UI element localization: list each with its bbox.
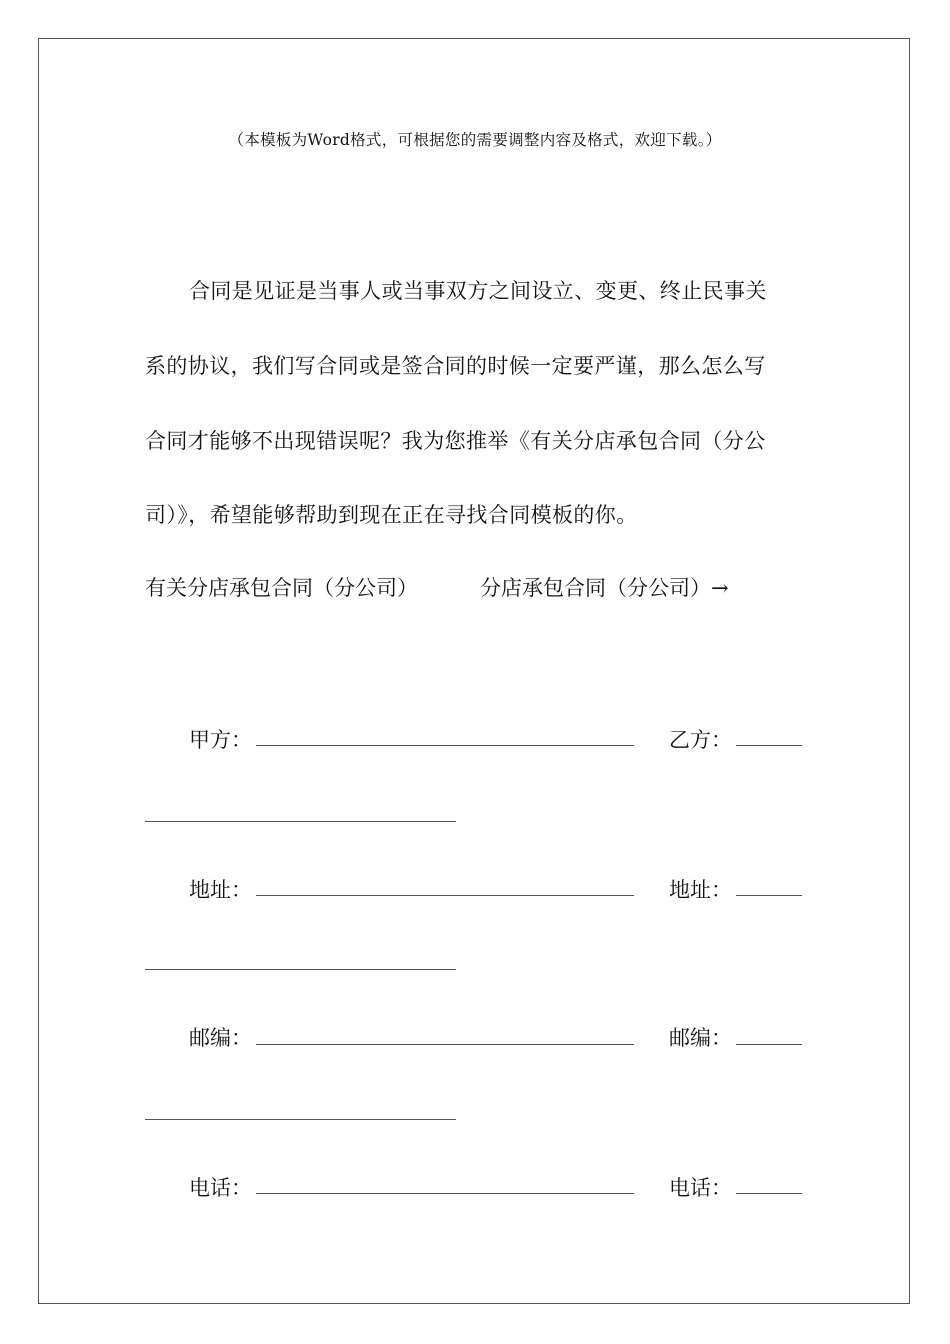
party-a-address-field[interactable] <box>256 895 634 896</box>
party-b-postcode-label: 邮编： <box>669 1026 732 1050</box>
party-b-field[interactable] <box>736 745 802 746</box>
intro-line-4: 司）》，希望能够帮助到现在正在寻找合同模板的你。 <box>145 503 638 527</box>
party-a-postcode-label: 邮编： <box>189 1026 252 1050</box>
party-b-phone-field[interactable] <box>736 1193 802 1194</box>
contract-title-line <box>145 572 729 602</box>
party-a-address-label: 地址： <box>189 878 252 902</box>
party-a-phone-label: 电话： <box>189 1176 252 1200</box>
party-b-postcode-field[interactable] <box>736 1044 802 1045</box>
intro-line-1: 合同是见证是当事人或当事双方之间设立、变更、终止民事关 <box>189 279 767 303</box>
party-b-postcode-field-continued[interactable] <box>145 1119 456 1120</box>
party-b-phone-label: 电话： <box>669 1176 732 1200</box>
party-b-label: 乙方： <box>669 728 732 752</box>
template-note: （本模板为Word格式，可根据您的需要调整内容及格式，欢迎下载。） <box>228 131 722 149</box>
party-b-field-continued[interactable] <box>145 821 456 822</box>
party-a-label: 甲方： <box>189 728 252 752</box>
party-a-field[interactable] <box>256 745 634 746</box>
intro-line-3: 合同才能够不出现错误呢？我为您推举《有关分店承包合同（分公 <box>145 429 766 453</box>
page-border <box>38 38 910 1304</box>
contract-subtitle-link[interactable]: 分店承包合同（分公司）→ <box>480 576 729 600</box>
party-b-address-field-continued[interactable] <box>145 969 456 970</box>
party-b-address-label: 地址： <box>669 878 732 902</box>
party-a-postcode-field[interactable] <box>256 1044 634 1045</box>
party-b-address-field[interactable] <box>736 895 802 896</box>
party-a-phone-field[interactable] <box>256 1193 634 1194</box>
contract-title: 有关分店承包合同（分公司） <box>145 576 418 600</box>
intro-line-2: 系的协议，我们写合同或是签合同的时候一定要严谨，那么怎么写 <box>145 354 766 378</box>
